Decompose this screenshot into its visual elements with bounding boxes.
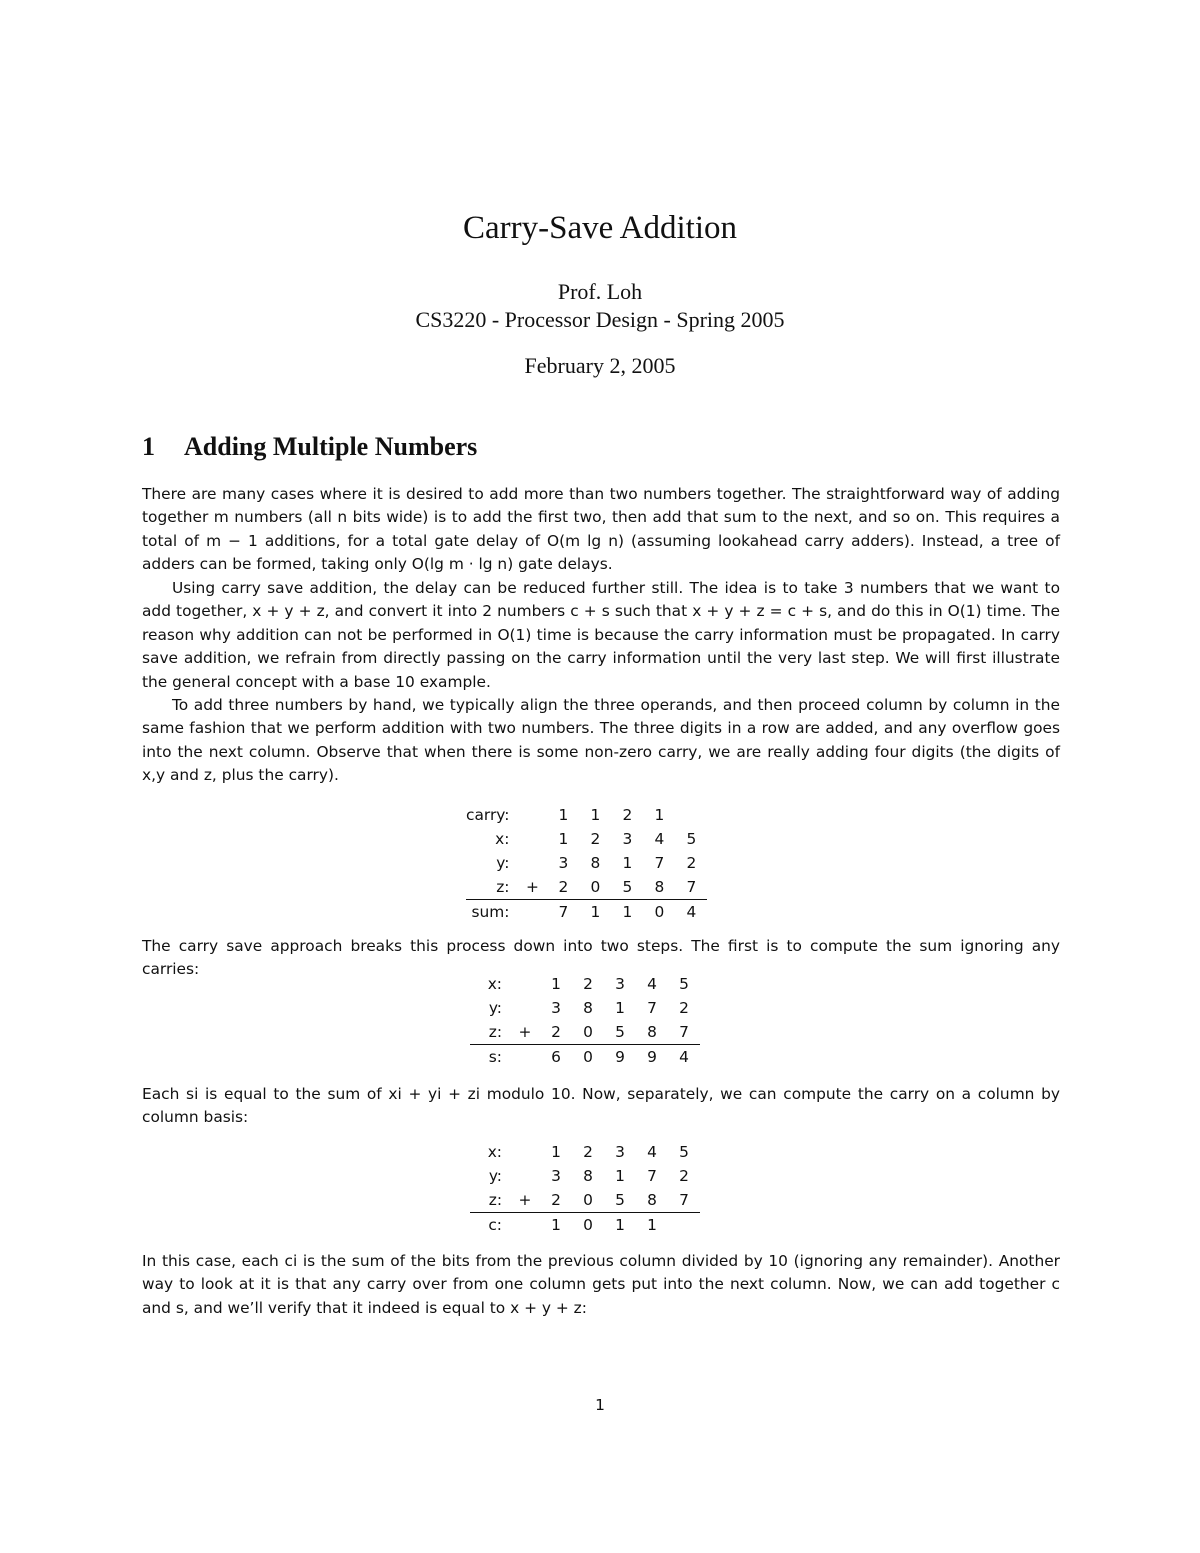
digit-cell: 1 <box>604 1213 636 1238</box>
digit-cell: 3 <box>615 1143 625 1161</box>
paragraph-3: To add three numbers by hand, we typically align the three operands, and then proceed column by column in the same fashion that we perform addition with two numbers. The three digits in a row are added, and any overflow goes into the next column. Observe that when there is some non-zero carry, we are really adding four digits (the digits of x,y and z, plus the carry). <box>142 696 1060 785</box>
table-row <box>470 1213 700 1238</box>
operator-cell: + <box>518 1023 532 1041</box>
digit-cell: 8 <box>647 1023 657 1041</box>
course-line: CS3220 - Processor Design - Spring 2005 <box>415 307 785 332</box>
digit-cell: 1 <box>654 806 665 824</box>
digit-cell: 1 <box>551 1143 561 1161</box>
digit-cell: 5 <box>622 878 633 896</box>
digit-cell: 7 <box>654 854 665 872</box>
row-label: s: <box>470 1045 510 1070</box>
digit-cell: 2 <box>551 1191 561 1209</box>
digit-cell: 2 <box>622 806 633 824</box>
digit-cell <box>675 803 707 827</box>
author-block <box>0 278 1200 334</box>
digit-cell: 1 <box>579 900 611 925</box>
digit-cell: 8 <box>583 1167 593 1185</box>
digit-cell: 5 <box>679 1143 689 1161</box>
digit-cell: 2 <box>679 1167 689 1185</box>
digit-cell: 0 <box>583 1191 593 1209</box>
row-label: sum: <box>466 900 517 925</box>
operator-cell <box>510 1045 540 1070</box>
row-label: y: <box>496 854 510 872</box>
digit-cell: 4 <box>668 1045 700 1070</box>
paper-date: February 2, 2005 <box>524 353 676 378</box>
digit-cell: 4 <box>647 1143 657 1161</box>
digit-cell: 0 <box>583 1023 593 1041</box>
paper-title: Carry-Save Addition <box>462 210 738 246</box>
digit-cell: 8 <box>590 854 601 872</box>
digit-cell: 1 <box>615 1167 625 1185</box>
digit-cell: 4 <box>675 900 707 925</box>
digit-cell: 2 <box>679 999 689 1017</box>
digit-cell: 5 <box>686 830 697 848</box>
digit-cell: 1 <box>611 900 643 925</box>
table-row <box>466 900 707 925</box>
paragraph-1: There are many cases where it is desired to add more than two numbers together. The straightforward way of adding together m numbers (all n bits wide) is to add the first two, then add that sum to the next, and so on. This requires a total of m − 1 additions, for a total gate delay of O(m lg n) (assuming lookahead carry adders). Instead, a tree of adders can be formed, taking only O(lg m · lg n) gate delays. <box>142 485 1060 574</box>
digit-cell: 3 <box>558 854 569 872</box>
carry-addition-table <box>466 803 707 924</box>
digit-cell: 7 <box>547 900 579 925</box>
digit-cell: 5 <box>615 1191 625 1209</box>
table-row <box>466 827 707 851</box>
digit-cell: 0 <box>643 900 675 925</box>
digit-cell: 4 <box>654 830 665 848</box>
table-row <box>466 851 707 875</box>
paragraph-6: In this case, each ci is the sum of the bits from the previous column divided by 10 (ignoring any remainder). Another way to look at it is that any carry over from one column gets put into the next column. Now, we can add together c and s, and we’ll verify that it indeed is equal to x + y + z: <box>142 1252 1060 1317</box>
digit-cell: 2 <box>551 1023 561 1041</box>
row-label: carry: <box>466 806 510 824</box>
row-label: x: <box>487 1143 502 1161</box>
digit-cell: 9 <box>636 1045 668 1070</box>
page-number: 1 <box>595 1396 605 1414</box>
digit-cell: 1 <box>558 806 569 824</box>
digit-cell: 1 <box>615 999 625 1017</box>
digit-cell: 8 <box>647 1191 657 1209</box>
digit-cell: 8 <box>583 999 593 1017</box>
digit-cell: 1 <box>622 854 633 872</box>
operator-cell <box>510 996 540 1020</box>
operator-cell <box>510 1213 540 1238</box>
operator-cell <box>510 1164 540 1188</box>
digit-cell: 3 <box>551 999 561 1017</box>
digit-cell: 2 <box>590 830 601 848</box>
digit-cell: 5 <box>679 975 689 993</box>
paragraph-4: The carry save approach breaks this process down into two steps. The first is to compute the sum ignoring any carries: <box>142 937 1060 979</box>
row-label: z: <box>488 1023 502 1041</box>
section-number: 1 <box>142 432 155 461</box>
table-row <box>470 1020 700 1045</box>
digit-cell: 1 <box>590 806 601 824</box>
table-row <box>466 875 707 900</box>
digit-cell: 1 <box>636 1213 668 1238</box>
digit-cell: 2 <box>583 1143 593 1161</box>
digit-cell: 7 <box>647 1167 657 1185</box>
table-row <box>470 972 700 996</box>
digit-cell: 0 <box>572 1045 604 1070</box>
row-label: z: <box>496 878 510 896</box>
digit-cell <box>668 1213 700 1238</box>
table-row <box>466 803 707 827</box>
operator-cell <box>517 803 547 827</box>
row-label: y: <box>488 999 502 1017</box>
sum-table <box>470 972 700 1069</box>
row-label: y: <box>488 1167 502 1185</box>
section-title: Adding Multiple Numbers <box>184 432 478 461</box>
digit-cell: 0 <box>590 878 601 896</box>
row-label: z: <box>488 1191 502 1209</box>
digit-cell: 7 <box>686 878 697 896</box>
digit-cell: 1 <box>551 975 561 993</box>
digit-cell: 3 <box>615 975 625 993</box>
operator-cell <box>517 900 547 925</box>
digit-cell: 0 <box>572 1213 604 1238</box>
operator-cell <box>517 851 547 875</box>
row-label: x: <box>487 975 502 993</box>
row-label: c: <box>470 1213 510 1238</box>
digit-cell: 4 <box>647 975 657 993</box>
operator-cell: + <box>526 878 539 896</box>
row-label: x: <box>495 830 510 848</box>
operator-cell <box>517 827 547 851</box>
digit-cell: 2 <box>583 975 593 993</box>
table-row <box>470 1045 700 1070</box>
digit-cell: 6 <box>540 1045 572 1070</box>
table-row <box>470 1188 700 1213</box>
digit-cell: 2 <box>558 878 569 896</box>
section-heading <box>142 432 1062 462</box>
author-name: Prof. Loh <box>557 279 643 304</box>
operator-cell: + <box>518 1191 532 1209</box>
digit-cell: 3 <box>622 830 633 848</box>
table-row <box>470 1164 700 1188</box>
operator-cell <box>510 972 540 996</box>
digit-cell: 9 <box>604 1045 636 1070</box>
digit-cell: 2 <box>686 854 697 872</box>
digit-cell: 3 <box>551 1167 561 1185</box>
digit-cell: 7 <box>679 1023 689 1041</box>
digit-cell: 1 <box>540 1213 572 1238</box>
table-row <box>470 996 700 1020</box>
carry-table <box>470 1140 700 1237</box>
operator-cell <box>510 1140 540 1164</box>
paragraph-2: Using carry save addition, the delay can be reduced further still. The idea is to take 3 numbers that we want to add together, x + y + z, and convert it into 2 numbers c + s such that x + y + z = c + s, and do this in O(1) time. The reason why addition can not be performed in O(1) time is because the carry information must be propagated. In carry save addition, we refrain from directly passing on the carry information until the very last step. We will first illustrate the general concept with a base 10 example. <box>142 579 1060 691</box>
table-row <box>470 1140 700 1164</box>
paragraph-5: Each si is equal to the sum of xi + yi + zi modulo 10. Now, separately, we can compute the carry on a column by column basis: <box>142 1085 1060 1127</box>
digit-cell: 1 <box>558 830 569 848</box>
digit-cell: 7 <box>647 999 657 1017</box>
digit-cell: 5 <box>615 1023 625 1041</box>
digit-cell: 8 <box>654 878 665 896</box>
digit-cell: 7 <box>679 1191 689 1209</box>
